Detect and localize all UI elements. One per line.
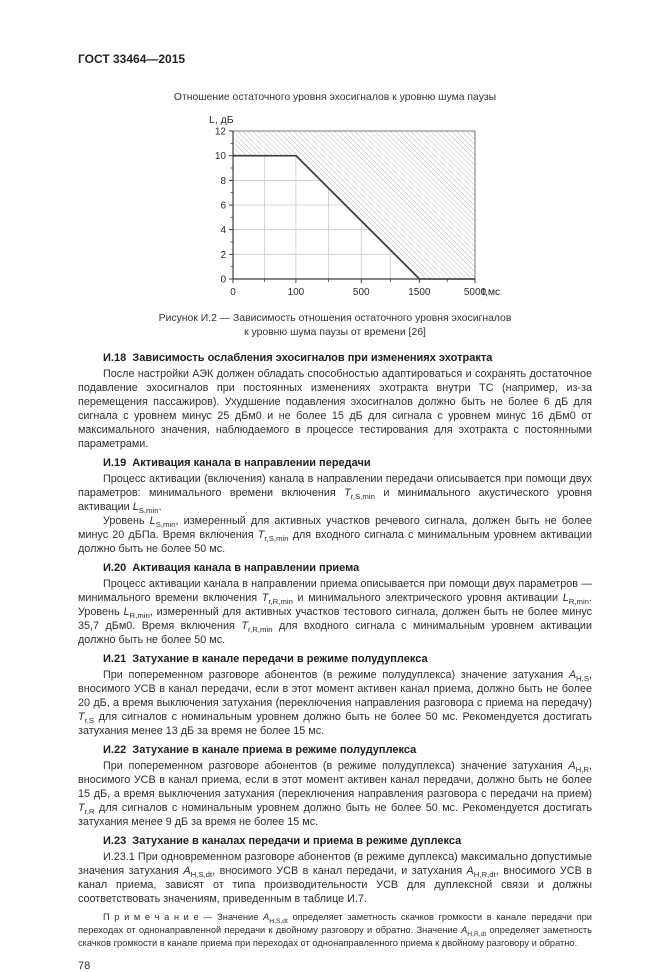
- section-heading-i21: И.21 Затухание в канале передачи в режиме полудуплекса: [103, 653, 428, 665]
- section-heading-i19: И.19 Активация канала в направлении передачи: [103, 457, 371, 469]
- body-paragraph-i22: При попеременном разговоре абонентов (в режиме полудуплекса) значение затухания $A_{H,R}$, вносимого УСВ в канал приема, если в этот момент активен канал передачи, должно быть не более 15 дБ, а время выключения затухания (переключения направления разговора с передачи на прием) $T_{r,R}$ для сигналов с номинальным уровнем должно быть не более 50 мс. Рекомендуется достигать затухания менее 9 дБ за время не более 15 мс.: [78, 760, 592, 828]
- svg-text:2: 2: [220, 249, 226, 261]
- section-heading-i22: И.22 Затухание в канале приема в режиме полудуплекса: [103, 744, 417, 756]
- body-paragraph-i19: Процесс активации (включения) канала в направлении передачи описывается при помощи двух параметров: минимального времени включения $T_{r,S,min}$ и минимального акустического уровня активации $L_{S,min}$.: [78, 473, 592, 516]
- document-sections: [78, 352, 592, 950]
- section-heading-i23: И.23 Затухание в каналах передачи и приема в режиме дуплекса: [103, 835, 462, 847]
- svg-text:1500: 1500: [408, 287, 431, 298]
- doc-header-title: ГОСТ 33464—2015: [78, 52, 186, 66]
- svg-text:100: 100: [287, 287, 305, 298]
- svg-text:10: 10: [214, 151, 226, 163]
- figure-title: Отношение остаточного уровня эхосигналов к уровню шума паузы: [173, 92, 497, 103]
- body-paragraph-i18: После настройки АЭК должен обладать способностью адаптироваться и сохранять достаточное подавление эхосигналов при постоянных изменениях эхотракта внутри ТС (например, из-за перемещения пассажиров). Ухудшение подавления эхосигналов должно быть не более 6 дБ для сигнала с уровнем минус 25 дБм0 и не более 15 дБ для сигнала с уровнем минус 16 дБм0 от максимального значения, наблюдаемого в процессе тестирования для эхотракта с постоянными параметрами.: [78, 368, 592, 450]
- svg-text:0: 0: [230, 287, 236, 298]
- svg-text:8: 8: [220, 175, 226, 187]
- svg-text:5000: 5000: [463, 287, 487, 298]
- note-paragraph-i23: П р и м е ч а н и е — Значение $A_{H,S,dt}$ определяет заметность скачков громкости в канале передачи при переходах от однонаправленной передачи к двойному разговору и обратно. Значение $A_{H,R,dt}$ определяет заметность скачков громкости в канале приема при переходах от однонаправленного приема к двойному разговору и обратно.: [78, 912, 593, 948]
- x-axis-label: t,мс: [482, 286, 501, 298]
- figure-caption-line2: к уровню шума паузы от времени [26]: [244, 327, 426, 338]
- svg-text:500: 500: [352, 287, 370, 298]
- figure-caption: [78, 312, 592, 340]
- y-axis-label: L, дБ: [209, 114, 234, 126]
- section-heading-i18: И.18 Зависимость ослабления эхосигналов при изменениях эхотракта: [103, 352, 493, 364]
- echo-level-chart: [181, 105, 511, 308]
- body-paragraph-i21: При попеременном разговоре абонентов (в режиме полудуплекса) значение затухания $A_{H,S}$, вносимого УСВ в канал передачи, если в этот момент активен канал приема, должно быть не более 20 дБ, а время выключения затухания (переключения направления разговора с приема на передачу) $T_{r,S}$ для сигналов с номинальным уровнем должно быть не более 50 мс. Рекомендуется достигать затухания менее 13 дБ за время не более 15 мс.: [78, 669, 592, 737]
- body-paragraph-i23: И.23.1 При одновременном разговоре абонентов (в режиме дуплекса) максимально допустимые значения затухания $A_{H,S,dt}$, вносимого УСВ в канал передачи, и затухания $A_{H,R,dt}$, вносимого УСВ в канал приема, зависят от типа производительности УСВ для дуплексной связи и должны соответствовать значениям, приведенным в таблице И.7.: [78, 851, 592, 905]
- body-paragraph-i20: Процесс активации канала в направлении приема описывается при помощи двух параметров — минимального времени включения $T_{r,R,min}$ и минимального электрического уровня активации $L_{R,min}$. Уровень $L_{R,min}$, измеренный для активных участков тестового сигнала, должен быть не более минус 35,7 дБм0. Время включения $T_{r,R,min}$ для входного сигнала с минимальным уровнем активации должно быть не более 50 мс.: [78, 578, 592, 646]
- page-number: 78: [78, 960, 91, 972]
- figure-block: [78, 92, 592, 340]
- section-heading-i20: И.20 Активация канала в направлении приема: [103, 562, 360, 574]
- body-paragraph-i19: Уровень $L_{S,min}$, измеренный для активных участков речевого сигнала, должен быть не более минус 20 дБПа. Время включения $T_{r,S,min}$ для входного сигнала с минимальным уровнем активации должно быть не более 50 мс.: [78, 515, 593, 555]
- chart-svg: [181, 105, 511, 303]
- svg-text:12: 12: [214, 126, 226, 138]
- svg-text:6: 6: [220, 200, 226, 212]
- svg-text:0: 0: [220, 274, 226, 286]
- svg-text:4: 4: [220, 225, 226, 237]
- figure-caption-line1: Рисунок И.2 — Зависимость отношения остаточного уровня эхосигналов: [158, 313, 512, 324]
